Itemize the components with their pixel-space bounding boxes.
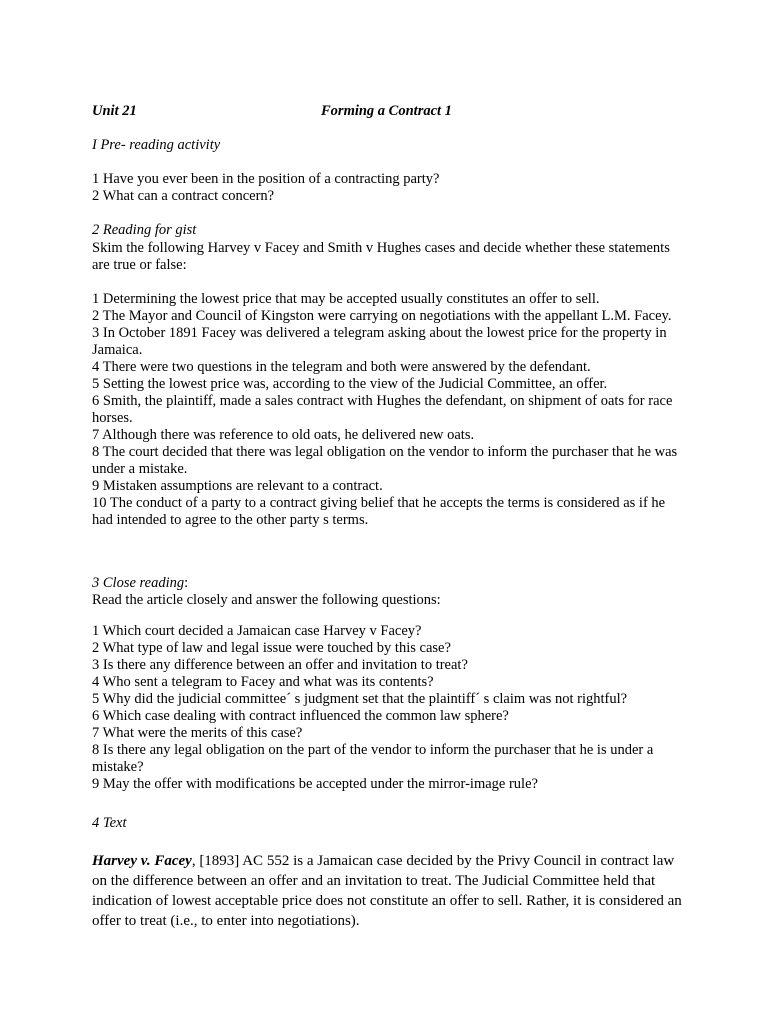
section-heading-text: 4 Text — [92, 815, 127, 831]
section-heading-gist: 2 Reading for gist — [92, 222, 197, 238]
list-item: 8 Is there any legal obligation on the part of the vendor to inform the purchaser that he is under a mistake? — [92, 742, 654, 775]
list-item: 4 Who sent a telegram to Facey and what was its contents? — [92, 674, 434, 690]
gist-intro: Skim the following Harvey v Facey and Smith v Hughes cases and decide whether these statements are true or false: — [92, 240, 670, 273]
list-item: 10 The conduct of a party to a contract giving belief that he accepts the terms is considered as if he had intended to agree to the other party s terms. — [92, 495, 666, 528]
list-item: 3 In October 1891 Facey was delivered a telegram asking about the lowest price for the property in Jamaica. — [92, 325, 667, 358]
list-item: 7 What were the merits of this case? — [92, 725, 303, 741]
list-item: 1 Have you ever been in the position of a contracting party? — [92, 171, 440, 187]
list-item: 2 What type of law and legal issue were touched by this case? — [92, 640, 451, 656]
list-item: 1 Determining the lowest price that may be accepted usually constitutes an offer to sell. — [92, 291, 600, 307]
true-false-statements — [92, 291, 682, 529]
section-heading-close-reading — [92, 575, 188, 592]
list-item: 7 Although there was reference to old oats, he delivered new oats. — [92, 427, 475, 443]
pre-reading-questions — [92, 171, 682, 205]
section-heading-pre-reading: I Pre- reading activity — [92, 137, 221, 153]
page-title: Forming a Contract 1 — [321, 103, 452, 119]
list-item: 9 Mistaken assumptions are relevant to a contract. — [92, 478, 383, 494]
list-item: 2 What can a contract concern? — [92, 188, 275, 204]
close-reading-intro: Read the article closely and answer the following questions: — [92, 592, 441, 608]
heading-colon: : — [184, 575, 189, 591]
list-item: 6 Which case dealing with contract influenced the common law sphere? — [92, 708, 509, 724]
unit-header — [92, 103, 692, 121]
list-item: 5 Setting the lowest price was, according to the view of the Judicial Committee, an offer. — [92, 376, 608, 392]
list-item: 8 The court decided that there was legal obligation on the vendor to inform the purchaser that he was under a mistake. — [92, 444, 678, 477]
text-paragraph — [92, 851, 682, 931]
unit-label: Unit 21 — [92, 103, 137, 119]
close-reading-questions — [92, 623, 682, 793]
list-item: 9 May the offer with modifications be accepted under the mirror-image rule? — [92, 776, 538, 792]
list-item: 2 The Mayor and Council of Kingston were carrying on negotiations with the appellant L.M. Facey. — [92, 308, 672, 324]
case-name: Harvey v. Facey — [92, 853, 192, 869]
text-body: , [1893] AC 552 is a Jamaican case decided by the Privy Council in contract law on the difference between an offer and an invitation to treat. The Judicial Committee held that indication of lowest acceptable price does not constitute an offer to sell. Rather, it is considered an offer to treat (i.e., to enter into negotiations). — [92, 853, 682, 929]
list-item: 4 There were two questions in the telegram and both were answered by the defendant. — [92, 359, 591, 375]
list-item: 5 Why did the judicial committee´ s judgment set that the plaintiff´ s claim was not rightful? — [92, 691, 628, 707]
section-heading-text: 3 Close reading — [92, 575, 185, 591]
list-item: 6 Smith, the plaintiff, made a sales contract with Hughes the defendant, on shipment of oats for race horses. — [92, 393, 673, 426]
list-item: 1 Which court decided a Jamaican case Harvey v Facey? — [92, 623, 422, 639]
list-item: 3 Is there any difference between an offer and invitation to treat? — [92, 657, 468, 673]
